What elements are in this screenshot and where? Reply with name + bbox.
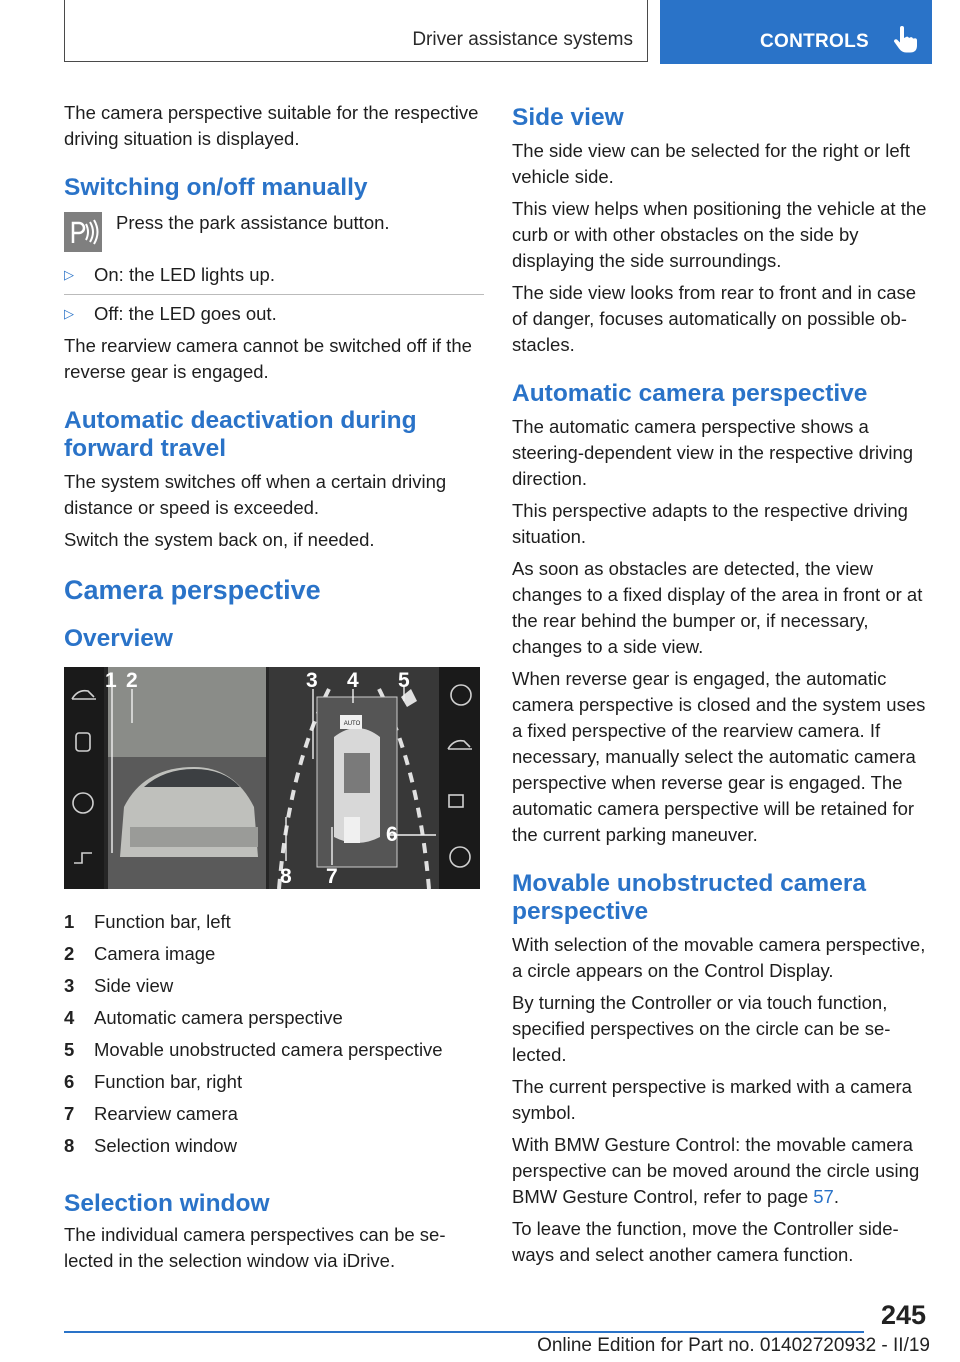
legend-text: Rearview camera: [94, 1103, 238, 1124]
legend-item: [64, 1098, 484, 1130]
bullet-text: Off: the LED goes out.: [94, 303, 277, 324]
legend-text: Automatic camera perspective: [94, 1007, 343, 1028]
legend-text: Function bar, left: [94, 911, 231, 932]
auto-badge: AUTO: [343, 721, 361, 727]
camera-display-figure: [64, 667, 480, 889]
figure-callout-1: 1: [105, 669, 117, 692]
bullet-off: [64, 301, 484, 327]
figure-callout-4: 4: [347, 669, 359, 692]
legend-item: [64, 1002, 484, 1034]
figure-callout-5: 5: [398, 669, 410, 692]
bullet-divider: [64, 294, 484, 295]
park-assist-button-text: Press the park assistance button.: [116, 212, 390, 233]
gesture-text: With BMW Gesture Control: the movable camera perspective can be moved around the circle using BMW Gesture Control, refer to page: [512, 1134, 920, 1207]
park-assist-button-row: [64, 210, 484, 256]
park-assist-button-icon: [64, 212, 102, 252]
movable-perspective-p1: With selection of the movable camera perspective, a circle appears on the Control Display.: [512, 934, 926, 981]
movable-perspective-p4: [512, 1132, 932, 1210]
intro-paragraph: The camera perspective suitable for the respective driving situation is displayed.: [64, 102, 479, 149]
header-section-box: [64, 0, 648, 62]
auto-deactivation-heading: Automatic deactivation during forward travel: [64, 407, 417, 462]
bullet-triangle-icon: ▷: [64, 306, 74, 321]
auto-perspective-p4: When reverse gear is engaged, the automatic camera perspective is closed and the system uses a fixed perspective of the rearview camera. If necessary, manually select the automatic camera perspective when reverse gear is engaged. The automatic camera perspective will be retained for the current parking maneuver.: [512, 668, 926, 845]
movable-perspective-p5: To leave the function, move the Controller sideways and select another camera function.: [512, 1218, 899, 1265]
left-column: [64, 100, 484, 1280]
legend-num: 1: [64, 911, 75, 932]
figure-callout-8: 8: [280, 865, 292, 888]
side-view-p3: The side view looks from rear to front and in case of danger, focuses automatically on possible obstacles.: [512, 282, 917, 355]
auto-deactivation-p1: The system switches off when a certain driving distance or speed is exceeded.: [64, 471, 447, 518]
overview-heading: Overview: [64, 625, 173, 652]
side-view-p1: The side view can be selected for the right or left vehicle side.: [512, 140, 910, 187]
legend-num: 3: [64, 975, 75, 996]
auto-perspective-p1: The automatic camera perspective shows a steering-dependent view in the respective driving direction.: [512, 416, 914, 489]
legend-item: [64, 938, 484, 970]
auto-deactivation-p2: Switch the system back on, if needed.: [64, 529, 375, 550]
bullet-on: [64, 262, 484, 288]
legend-num: 7: [64, 1103, 75, 1124]
legend-text: Side view: [94, 975, 174, 996]
legend-text: Selection window: [94, 1135, 237, 1156]
side-view-p2: This view helps when positioning the vehicle at the curb or with other obstacles on the side by displaying the side surroundings.: [512, 198, 927, 271]
legend-num: 4: [64, 1007, 75, 1028]
page-reference-link[interactable]: 57: [813, 1186, 834, 1207]
auto-perspective-p2: This perspective adapts to the respective driving situation.: [512, 500, 908, 547]
bullet-text: On: the LED lights up.: [94, 264, 275, 285]
selection-window-p1: The individual camera perspectives can be selected in the selection window via iDrive.: [64, 1224, 446, 1271]
reverse-gear-note: The rearview camera cannot be switched off if the reverse gear is engaged.: [64, 335, 472, 382]
header-section-title: Driver assistance systems: [412, 29, 633, 50]
figure-legend: [64, 906, 484, 1162]
legend-item: [64, 1066, 484, 1098]
figure-callout-6: 6: [386, 823, 398, 846]
legend-item: [64, 970, 484, 1002]
legend-item: [64, 1130, 484, 1162]
legend-text: Movable unobstructed camera perspective: [94, 1039, 443, 1060]
selection-window-heading: Selection window: [64, 1190, 270, 1217]
figure-callout-7: 7: [326, 865, 338, 888]
header-chapter-title: CONTROLS: [760, 31, 870, 52]
figure-callout-3: 3: [306, 669, 318, 692]
side-view-heading: Side view: [512, 104, 624, 131]
hand-pointer-icon: [892, 26, 918, 54]
gesture-text-end: .: [833, 1186, 839, 1207]
auto-perspective-heading: Automatic camera perspective: [512, 380, 868, 407]
switching-heading: Switching on/off manually: [64, 174, 368, 201]
camera-perspective-heading: Camera perspective: [64, 575, 321, 605]
auto-perspective-p3: As soon as obstacles are detected, the view changes to a fixed display of the area in front or at the rear behind the bumper or, if necessary, changes to a side view.: [512, 558, 923, 657]
footer-edition: Online Edition for Part no. 01402720932 - II/19: [537, 1335, 930, 1356]
header-chapter-tab: [660, 0, 932, 64]
legend-text: Function bar, right: [94, 1071, 243, 1092]
movable-perspective-heading: Movable unobstructed camera perspective: [512, 870, 866, 925]
footer-rule: [64, 1331, 864, 1333]
movable-perspective-p2: By turning the Controller or via touch function, specified perspectives on the circle can be selected.: [512, 992, 891, 1065]
right-column: [512, 100, 932, 1274]
legend-item: [64, 906, 484, 938]
legend-num: 6: [64, 1071, 75, 1092]
legend-text: Camera image: [94, 943, 216, 964]
movable-perspective-p3: The current perspective is marked with a camera symbol.: [512, 1076, 912, 1123]
legend-num: 8: [64, 1135, 75, 1156]
legend-num: 5: [64, 1039, 75, 1060]
legend-num: 2: [64, 943, 75, 964]
bullet-triangle-icon: ▷: [64, 267, 74, 282]
page-number: 245: [880, 1300, 926, 1330]
page-header: [64, 0, 932, 64]
legend-item: [64, 1034, 484, 1066]
figure-callout-2: 2: [126, 669, 138, 692]
